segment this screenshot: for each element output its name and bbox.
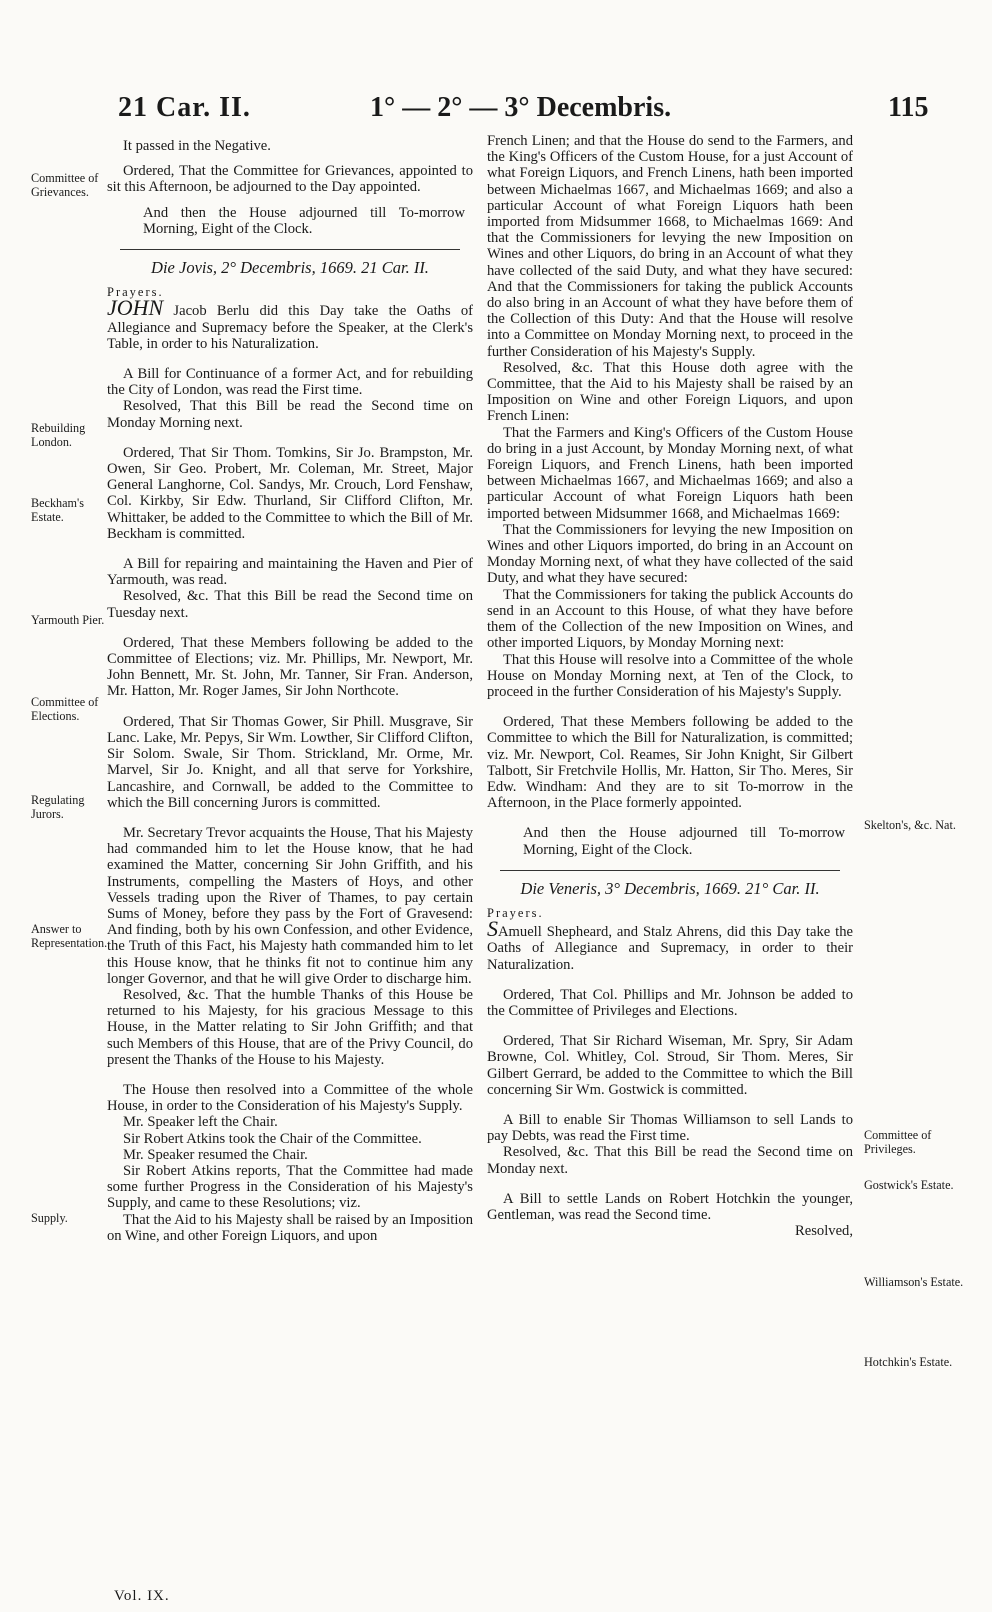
paragraph: Resolved, &c. That this House doth agree with the Committee, that the Aid to his Majesty shall be raised by an Imposition on Wine and other Foreign Liquors, and upon French Linen: [487,359,853,425]
day-heading-friday: Die Veneris, 3° Decembris, 1669. 21° Car. II. [520,878,820,898]
volume-signature: Vol. IX. [114,1588,170,1604]
section-divider [120,249,460,250]
margin-note-regulating-jurors: Regulating Jurors. [31,793,85,821]
paragraph: Ordered, That Col. Phillips and Mr. Johnson be added to the Committee of Privileges and Elections. [487,986,853,1019]
margin-note-committee-grievances: Committee of Grievances. [31,171,99,199]
paragraph: Ordered, That Sir Thom. Tomkins, Sir Jo. Brampston, Mr. Owen, Sir Geo. Probert, Mr. Coleman, Mr. Street, Major General Langhorne, Col. Sandys, Mr. Crouch, Lord Fenshaw, Col. Kirkby, Sir Edw. Thurland, Sir Clifford Clifton, Mr. Whittaker, be added to the Committee to which the Bill of Mr. Beckham is committed. [107,444,473,542]
paragraph: That this House will resolve into a Committee of the whole House on Monday Morning next, at Ten of the Clock, to proceed in the further Consideration of his Majesty's Supply. [487,651,853,700]
section-divider [500,870,840,871]
running-head-regnal-year: 21 Car. II. [118,92,251,123]
paragraph: A Bill for Continuance of a former Act, and for rebuilding the City of London, was read the First time. [107,366,473,399]
prayers-label: Prayers. [487,905,544,920]
paragraph: A Bill for repairing and maintaining the Haven and Pier of Yarmouth, was read. [107,556,473,589]
paragraph: Mr. Speaker left the Chair. [123,1114,278,1131]
paragraph: Ordered, That Sir Richard Wiseman, Mr. Spry, Sir Adam Browne, Col. Whitley, Col. Stroud, Sir Thom. Meres, Sir Gilbert Gerrard, be added to the Committee to which the Bill concerning Sir Wm. Gostwick is committed. [487,1033,853,1098]
paragraph: Resolved, &c. That the humble Thanks of this House be returned to his Majesty, for his gracious Message to this House, in the Matter relating to Sir John Griffith; and that such Members of this House, that are of the Privy Council, do present the Thanks of the House to his Majesty. [107,986,473,1068]
margin-note-committee-elections: Committee of Elections. [31,695,99,723]
margin-note-rebuilding-london: Rebuilding London. [31,421,86,449]
margin-note-answer-representation: Answer to Representation. [31,922,108,950]
paragraph: That the Commissioners for taking the publick Accounts do send in an Account to this House, of what they have before them of the Collection of the new Imposition on Wines, and other imported Liquors, by Monday Morning next: [487,586,853,652]
left-column [107,138,473,1244]
margin-note-gostwicks-estate: Gostwick's Estate. [864,1178,954,1192]
running-head-dates: 1° — 2° — 3° Decembris. [370,92,672,123]
paragraph: Resolved, That this Bill be read the Second time on Monday Morning next. [107,398,473,431]
paragraph: Ordered, That these Members following be added to the Committee of Elections; viz. Mr. Phillips, Mr. Newport, Mr. John Bennett, Mr. St. John, Mr. Tanner, Sir Fran. Anderson, Mr. Hatton, Mr. Roger James, Sir John Northcote. [107,634,473,700]
paragraph: Resolved, &c. That this Bill be read the Second time on Monday next. [487,1144,853,1177]
paragraph: That the Commissioners for levying the new Imposition on Wines and other Liquors imported, do bring in an Account on Monday Morning next, of what they have collected of the said Duty, and what they have secured: [487,521,853,587]
paragraph: Resolved, &c. That this Bill be read the Second time on Tuesday next. [107,588,473,621]
prayers-label: Prayers. [107,285,164,300]
paragraph: A Bill to settle Lands on Robert Hotchkin the younger, Gentleman, was read the Second time. [487,1190,853,1223]
paragraph: Sir Robert Atkins took the Chair of the Committee. [123,1130,422,1147]
paragraph: It passed in the Negative. [123,138,271,154]
paragraph: Mr. Speaker resumed the Chair. [123,1146,308,1163]
margin-note-beckhams-estate: Beckham's Estate. [31,496,84,524]
paragraph: Ordered, That Sir Thomas Gower, Sir Phill. Musgrave, Sir Lanc. Lake, Mr. Pepys, Sir Wm. Lowther, Sir Clifford Clifton, Sir Solom. Swale, Sir Thom. Strickland, Mr. Orme, Mr. Marvel, Sir Jo. Knight, and all that serve for Yorkshire, Lancashire, and Cornwall, be added to the Committee to which the Bill concerning Jurors is committed. [107,713,473,811]
page-header [0,92,992,132]
day-heading-thursday: Die Jovis, 2° Decembris, 1669. 21 Car. II. [151,258,429,278]
paragraph: Ordered, That the Committee for Grievances, appointed to sit this Afternoon, be adjourned to the Day appointed. [107,163,473,196]
paragraph: Mr. Secretary Trevor acquaints the House, That his Majesty had commanded him to let the House know, that he had examined the Matter, concerning Sir John Griffith, and his Instruments, compelling the Masters of Hoys, and other Vessels trading upon the River of Thames, to pay certain Sums of Money, before they pass by the Fort of Gravesend: And finding, both by his own Confession, and other Evidence, the Truth of this Fact, his Majesty hath commanded him to let this House know, that he thinks fit not to continue him any longer Governor, and that he will give Order to discharge him. [107,824,473,987]
margin-note-skeltons-nat: Skelton's, &c. Nat. [864,818,956,832]
margin-note-yarmouth-pier: Yarmouth Pier. [31,613,105,627]
margin-note-williamsons-estate: Williamson's Estate. [864,1275,964,1289]
paragraph: That the Farmers and King's Officers of the Custom House do bring in a just Account, by Monday Morning next, of what Foreign Liquors, and French Linens, hath been imported between Michaelmas 1667, and Michaelmas 1669; and also a particular Account of what Foreign Liquors hath been imported between Midsummer 1668, and Michaelmas 1669: [487,424,853,522]
margin-note-committee-privileges: Committee of Privileges. [864,1128,932,1156]
right-column [487,133,853,1239]
paragraph: That the Aid to his Majesty shall be raised by an Imposition on Wine, and other Foreign Liquors, and upon [107,1211,473,1244]
adjournment-notice: And then the House adjourned till To-morrow Morning, Eight of the Clock. [523,825,845,858]
catchword: Resolved, [795,1223,853,1240]
paragraph: The House then resolved into a Committee of the whole House, in order to the Consideration of his Majesty's Supply. [107,1081,473,1115]
adjournment-notice: And then the House adjourned till To-morrow Morning, Eight of the Clock. [143,204,465,237]
margin-note-supply: Supply. [31,1211,68,1225]
paragraph: A Bill to enable Sir Thomas Williamson to sell Lands to pay Debts, was read the First time. [487,1111,853,1145]
initial-word: JOHN [107,295,164,321]
paragraph: Jacob Berlu did this Day take the Oaths of Allegiance and Supremacy before the Speaker, at the Clerk's Table, in order to his Naturalization. [107,303,473,352]
paragraph: Amuell Shepheard, and Stalz Ahrens, did this Day take the Oaths of Allegiance and Supremacy, in order to their Naturalization. [487,924,853,973]
page-number: 115 [888,92,929,123]
paragraph: French Linen; and that the House do send to the Farmers, and the King's Officers of the Custom House, for a just Account of what Foreign Liquors, and French Linens, hath been imported between Michaelmas 1667, and Michaelmas 1669; and also a particular Account of what Foreign Liquors hath been imported from Midsummer 1668, to Michaelmas 1669: And that the Commissioners for levying the new Imposition on Wines and other Liquors, do bring in an Account of what they have collected of the said Duty, and what they have secured: And that the Commissioners for taking the publick Accounts do also bring in an Account of what they have before them of the Collection of this Duty: And that the House will resolve into a Committee on Monday Morning next, to proceed in the further Consideration of his Majesty's Supply. [487,133,853,360]
paragraph: Sir Robert Atkins reports, That the Committee had made some further Progress in the Consideration of his Majesty's Supply, and came to these Resolutions; viz. [107,1162,473,1212]
paragraph: Ordered, That these Members following be added to the Committee to which the Bill for Naturalization, is committed; viz. Mr. Newport, Col. Reames, Sir John Knight, Sir Gilbert Talbott, Sir Fretchvile Hollis, Mr. Hatton, Sir Tho. Meres, Sir Edw. Windham: And they are to sit To-morrow in the Afternoon, in the Place formerly appointed. [487,714,853,812]
initial-letter: S [487,916,498,942]
margin-note-hotchkins-estate: Hotchkin's Estate. [864,1355,953,1369]
